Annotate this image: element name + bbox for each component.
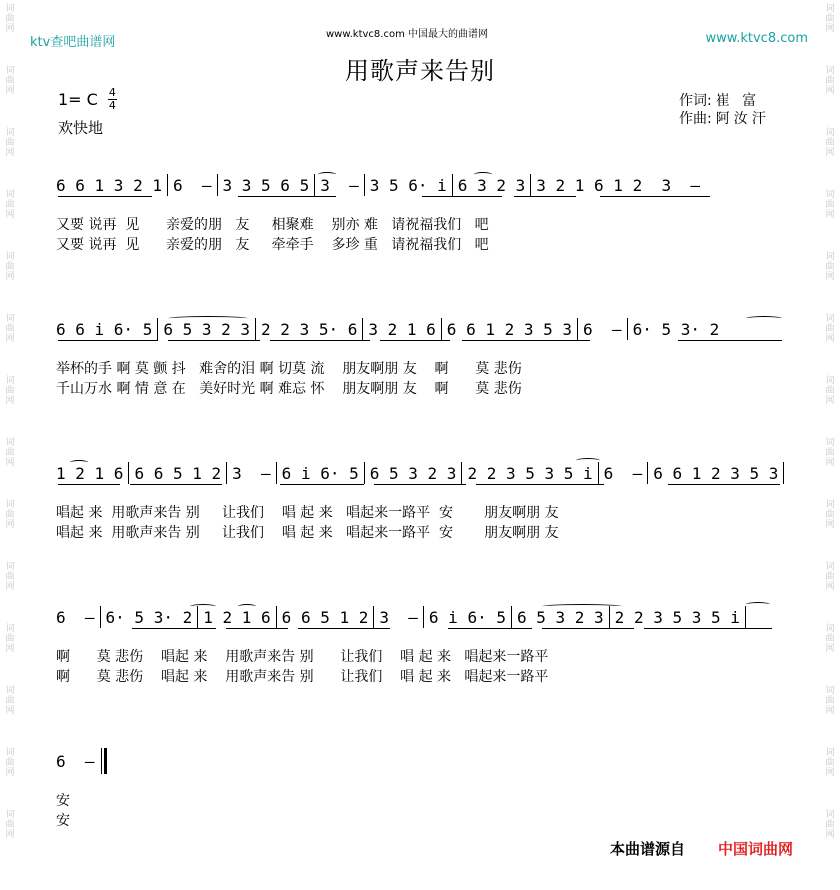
watermark-glyph-group: 词 曲 网	[5, 376, 15, 406]
measure: 3 –	[379, 607, 418, 627]
measure: 6 5 3 2 3	[516, 607, 604, 627]
measure: 3 5 6· i	[369, 175, 447, 195]
watermark-glyph-group: 词 曲 网	[5, 748, 15, 778]
measure: 6 i 6· 5	[428, 607, 506, 627]
measure: 3 3 5 6 5	[222, 175, 310, 195]
watermark-glyph-group: 词 曲 网	[825, 252, 835, 282]
watermark-glyph-group: 词 曲 网	[5, 314, 15, 344]
lyric-line: 千山万水 啊 情 意 在 美好时光 啊 难忘 怀 朋友啊朋 友 啊 莫 悲伤	[56, 381, 522, 397]
watermark-glyph-group: 词 曲 网	[825, 500, 835, 530]
lyric-line: 安	[56, 793, 70, 809]
measure: 2 2 3 5 3 5 i	[467, 463, 593, 483]
credits	[679, 92, 770, 128]
measure: 2 2 3 5· 6	[261, 319, 358, 339]
measure: 3 –	[232, 463, 271, 483]
measure: 6 5 3 2 3	[369, 463, 457, 483]
measure: 3 2 1 6	[368, 319, 436, 339]
lyric-line: 唱起 来 用歌声来告 别 让我们 唱 起 来 唱起来一路平 安 朋友啊朋 友	[56, 525, 559, 541]
lyricist-label: 作词:	[679, 93, 712, 109]
watermark-glyph-group: 词 曲 网	[825, 190, 835, 220]
measure: 6 6 1 2 3 5 3	[653, 463, 779, 483]
measure: 3 –	[320, 175, 359, 195]
lyric-line: 又要 说再 见 亲爱的朋 友 牵牵手 多珍 重 请祝福我们 吧	[56, 237, 489, 253]
watermark-glyph-group: 词 曲 网	[5, 624, 15, 654]
lyric-line: 啊 莫 悲伤 唱起 来 用歌声来告 别 让我们 唱 起 来 唱起来一路平	[56, 669, 549, 685]
measure: 6 –	[583, 319, 622, 339]
side-watermark-left	[1, 0, 19, 890]
watermark-glyph-group: 词 曲 网	[825, 624, 835, 654]
measure: 6 6 1 2 3 5 3	[446, 319, 573, 339]
watermark-glyph-group: 词 曲 网	[5, 190, 15, 220]
lyricist-name: 崔 富	[715, 93, 761, 109]
measure: 6 –	[603, 463, 643, 483]
measure: 6 –	[56, 751, 95, 771]
final-barline	[101, 748, 107, 774]
watermark-glyph-group: 词 曲 网	[5, 128, 15, 158]
measure: 6 6 5 1 2	[281, 607, 369, 627]
watermark-glyph-group: 词 曲 网	[825, 562, 835, 592]
side-watermark-right	[821, 0, 839, 890]
composer-name: 阿汝汗	[715, 111, 770, 127]
key-signature	[58, 88, 117, 111]
source-label: 本曲谱源自	[610, 840, 686, 858]
composer-label: 作曲:	[679, 111, 712, 127]
measure: 2 2 3 5 3 5 i	[614, 607, 740, 627]
measure: 6 5 3 2 3	[163, 319, 251, 339]
watermark-glyph-group: 词 曲 网	[5, 810, 15, 840]
site-link-left[interactable]: ktv查吧曲谱网	[30, 35, 116, 50]
measure: 6 –	[56, 607, 95, 627]
lyric-line: 又要 说再 见 亲爱的朋 友 相聚难 别亦 难 请祝福我们 吧	[56, 217, 489, 233]
watermark-glyph-group: 词 曲 网	[5, 562, 15, 592]
watermark-glyph-group: 词 曲 网	[5, 438, 15, 468]
watermark-glyph-group: 词 曲 网	[5, 500, 15, 530]
song-title: 用歌声来告别	[345, 57, 495, 85]
watermark-glyph-group: 词 曲 网	[825, 376, 835, 406]
watermark-glyph-group: 词 曲 网	[825, 314, 835, 344]
measure: 6 6 5 1 2	[134, 463, 222, 483]
time-signature	[108, 88, 117, 111]
watermark-glyph-group: 词 曲 网	[825, 128, 835, 158]
watermark-glyph-group: 词 曲 网	[825, 748, 835, 778]
watermark-glyph-group: 词 曲 网	[825, 686, 835, 716]
watermark-glyph-group: 词 曲 网	[825, 66, 835, 96]
tempo-marking: 欢快地	[58, 119, 104, 137]
watermark-glyph-group: 词 曲 网	[825, 438, 835, 468]
watermark-glyph-group: 词 曲 网	[5, 66, 15, 96]
measure: 6· 5 3· 2	[632, 319, 720, 339]
measure: 1 2 1 6	[56, 463, 124, 483]
notation-line	[56, 744, 786, 778]
measure: 3 2 1 6 1 2 3 –	[536, 175, 700, 195]
site-tagline: www.ktvc8.com 中国最大的曲谱网	[326, 29, 489, 40]
measure: 6 3 2 3	[457, 175, 526, 195]
measure: 6 i 6· 5	[281, 463, 359, 483]
measure: 1 2 1 6	[203, 607, 271, 627]
measure: 6· 5 3· 2	[105, 607, 193, 627]
measure: 6 6 i 6· 5	[56, 319, 153, 339]
watermark-glyph-group: 词 曲 网	[5, 252, 15, 282]
source-site-link[interactable]: 中国词曲网	[718, 840, 794, 858]
lyric-line: 啊 莫 悲伤 唱起 来 用歌声来告 别 让我们 唱 起 来 唱起来一路平	[56, 649, 549, 665]
key-text: 1= C	[58, 90, 98, 109]
watermark-glyph-group: 词 曲 网	[5, 4, 15, 34]
lyric-line: 唱起 来 用歌声来告 别 让我们 唱 起 来 唱起来一路平 安 朋友啊朋 友	[56, 505, 559, 521]
watermark-glyph-group: 词 曲 网	[5, 686, 15, 716]
watermark-glyph-group: 词 曲 网	[825, 4, 835, 34]
lyric-line: 举杯的手 啊 莫 颤 抖 难舍的泪 啊 切莫 流 朋友啊朋 友 啊 莫 悲伤	[56, 361, 522, 377]
watermark-glyph-group: 词 曲 网	[825, 810, 835, 840]
time-signature-top: 4	[108, 86, 116, 99]
time-signature-bottom: 4	[108, 99, 116, 112]
site-link-right[interactable]: www.ktvc8.com	[705, 31, 808, 46]
measure: 6 –	[172, 175, 212, 195]
measure: 6 6 1 3 2 1	[56, 175, 162, 195]
lyric-line: 安	[56, 813, 70, 829]
